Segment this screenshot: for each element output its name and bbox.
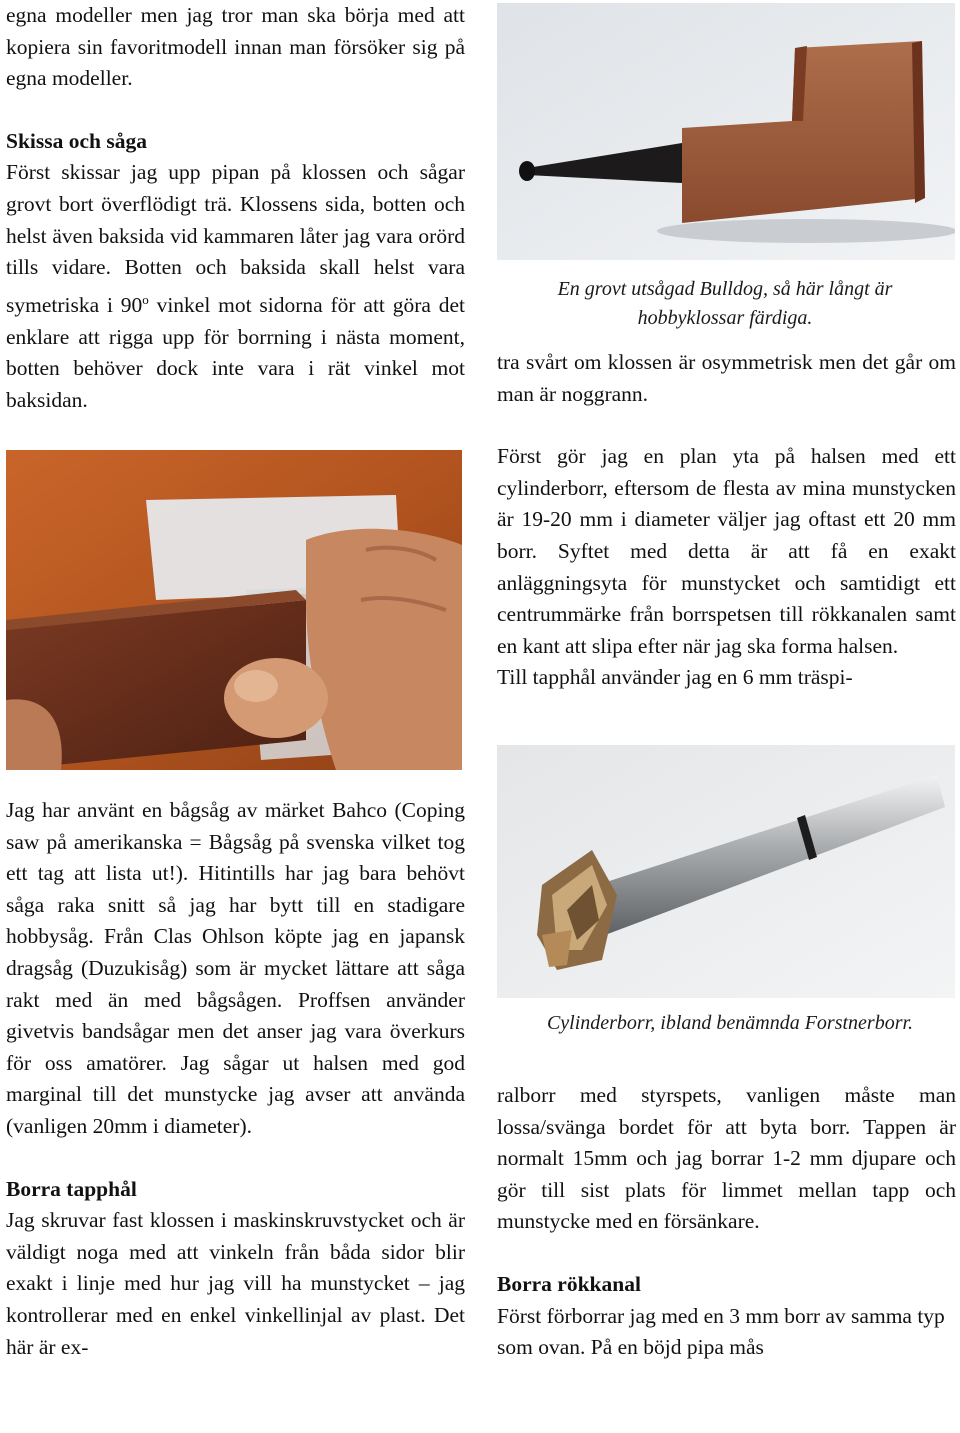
section-body-skissa — [6, 157, 465, 416]
caption-bulldog: En grovt utsågad Bulldog, så här långt är hobbyklossar färdiga. — [557, 278, 893, 329]
section-heading-skissa: Skissa och såga — [6, 128, 147, 153]
degree-superscript: o — [142, 291, 149, 307]
photo-bulldog-block — [497, 3, 955, 260]
section-body-skissa-part1: Först skissar jag upp pipan på klossen och sågar grovt bort överflödigt trä. Klossens sida, botten och helst även baksida vid kammaren låter jag vara orörd tills vidare. Botten och baksida skall helst vara symetriska i 90 — [6, 160, 465, 317]
photo-forstner-bit-svg — [497, 745, 955, 998]
right-paragraph-4: ralborr med styrspets, vanligen måste man lossa/svänga bordet för att byta borr. Tappen är normalt 15mm och jag borrar 1-2 mm djupare och gör till sist plats för limmet mellan tapp och munstycke med en försänkare. — [497, 1083, 956, 1234]
intro-paragraph: egna modeller men jag tror man ska börja med att kopiera sin favoritmodell innan man försöker sig på egna modeller. — [6, 3, 465, 91]
right-paragraph-1: tra svårt om klossen är osymmetrisk men det går om man är noggrann. — [497, 350, 956, 406]
left-column-lower — [6, 795, 465, 1363]
section-heading-borra-tapphal: Borra tapphål — [6, 1176, 137, 1201]
photo-forstner-bit — [497, 745, 955, 998]
section-body-skissa-part2: vinkel mot sidorna för att göra det enklare att rigga upp för borrning i nästa moment, botten behöver dock inte vara i rät vinkel mot baksidan. — [6, 292, 465, 412]
section-body-borra-tapphal: Jag skruvar fast klossen i maskinskruvstycket och är väldigt noga med att vinkeln från båda sidor blir exakt i linje med hur jag vill ha munstycket – jag kontrollerar med en enkel vinkellinjal av plast. Det här är ex- — [6, 1208, 465, 1359]
right-column-upper — [497, 347, 956, 694]
section-heading-borra-rokkanal: Borra rökkanal — [497, 1271, 641, 1296]
left-column-upper — [6, 0, 465, 416]
photo-bulldog-block-svg — [497, 3, 955, 260]
section-body-borra-rokkanal: Först förborrar jag med en 3 mm borr av samma typ som ovan. På en böjd pipa mås — [497, 1303, 945, 1360]
right-paragraph-3: Till tapphål använder jag en 6 mm träspi- — [497, 665, 853, 690]
right-paragraph-2: Först gör jag en plan yta på halsen med ett cylinderborr, eftersom de flesta av mina munstycken är 19-20 mm i diameter väljer jag oftast ett 20 mm borr. Syftet med detta är att få en exakt anläggningsyta för munstycket och samtidigt ett centrummärke från borrspetsen till rökkanalen samt en kant att slipa efter när jag ska forma halsen. — [497, 444, 956, 658]
photo-hands-square — [6, 450, 462, 770]
saw-paragraph: Jag har använt en bågsåg av märket Bahco (Coping saw på amerikanska = Bågsåg på svenska vilket tog ett tag att lista ut!). Hitintills har jag bara behövt såga raka snitt så jag har bytt till en stadigare hobbysåg. Från Clas Ohlson köpte jag en japansk dragsåg (Duzukisåg) som är mycket lättare att såga rakt med än med bågsågen. Proffsen använder givetvis bandsågar men det anser jag vara överkurs för oss amatörer. Jag sågar ut halsen med god marginal till det munstycke jag avser att använda (vanligen 20mm i diameter). — [6, 798, 465, 1138]
photo-hands-square-svg — [6, 450, 462, 770]
caption-forstner: Cylinderborr, ibland benämnda Forstnerborr. — [546, 1012, 914, 1034]
right-column-lower — [497, 1080, 956, 1364]
